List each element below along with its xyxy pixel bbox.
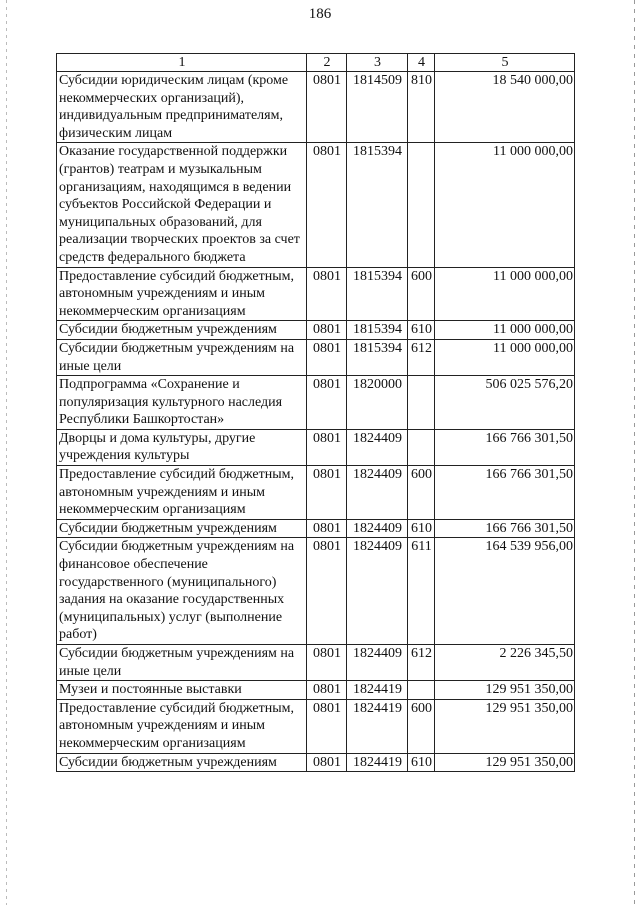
row-section: 0801: [307, 519, 347, 538]
row-name: Предоставление субсидий бюджетным, автономным учреждениям и иным некоммерческим организациям: [57, 466, 307, 520]
row-type: 600: [408, 466, 435, 520]
table-row: [57, 466, 575, 520]
row-name: Оказание государственной поддержки (грантов) театрам и музыкальным организациям, находящимся в ведении субъектов Российской Федерации и муниципальных образований, для реализации творческих проектов за счет средств федерального бюджета: [57, 143, 307, 267]
row-article: 1824419: [347, 753, 408, 772]
row-name: Субсидии бюджетным учреждениям на финансовое обеспечение государственного (муниципального) задания на оказание государственных (муниципальных) услуг (выполнение работ): [57, 538, 307, 645]
row-name: Субсидии бюджетным учреждениям: [57, 321, 307, 340]
row-section: 0801: [307, 72, 347, 143]
row-amount: 129 951 350,00: [435, 699, 575, 753]
row-amount: 11 000 000,00: [435, 143, 575, 267]
table-row: [57, 681, 575, 700]
row-type: [408, 429, 435, 465]
row-article: 1824409: [347, 645, 408, 681]
row-article: 1824409: [347, 429, 408, 465]
header-col-1: 1: [57, 54, 307, 72]
row-type: 612: [408, 645, 435, 681]
row-type: 611: [408, 538, 435, 645]
row-amount: 166 766 301,50: [435, 519, 575, 538]
scan-edge-left: [6, 0, 7, 905]
row-amount: 2 226 345,50: [435, 645, 575, 681]
scan-edge-right: [634, 0, 635, 905]
row-section: 0801: [307, 429, 347, 465]
row-article: 1820000: [347, 376, 408, 430]
table-row: [57, 429, 575, 465]
row-name: Субсидии бюджетным учреждениям: [57, 519, 307, 538]
row-section: 0801: [307, 143, 347, 267]
row-section: 0801: [307, 538, 347, 645]
row-amount: 164 539 956,00: [435, 538, 575, 645]
row-section: 0801: [307, 645, 347, 681]
row-name: Предоставление субсидий бюджетным, автономным учреждениям и иным некоммерческим организациям: [57, 267, 307, 321]
table-row: [57, 645, 575, 681]
row-type: 600: [408, 267, 435, 321]
row-name: Подпрограмма «Сохранение и популяризация культурного наследия Республики Башкортостан»: [57, 376, 307, 430]
row-article: 1815394: [347, 143, 408, 267]
header-col-5: 5: [435, 54, 575, 72]
row-section: 0801: [307, 681, 347, 700]
row-type: 612: [408, 339, 435, 375]
row-amount: 18 540 000,00: [435, 72, 575, 143]
row-type: [408, 681, 435, 700]
row-article: 1815394: [347, 321, 408, 340]
budget-table: [56, 53, 575, 772]
table-row: [57, 519, 575, 538]
row-section: 0801: [307, 321, 347, 340]
row-type: 610: [408, 321, 435, 340]
header-row: [57, 54, 575, 72]
row-type: [408, 376, 435, 430]
table-row: [57, 267, 575, 321]
row-section: 0801: [307, 267, 347, 321]
row-section: 0801: [307, 753, 347, 772]
row-name: Субсидии бюджетным учреждениям на иные цели: [57, 339, 307, 375]
row-section: 0801: [307, 466, 347, 520]
table-row: [57, 538, 575, 645]
row-name: Субсидии юридическим лицам (кроме некоммерческих организаций), индивидуальным предпринимателям, физическим лицам: [57, 72, 307, 143]
row-amount: 129 951 350,00: [435, 753, 575, 772]
row-amount: 11 000 000,00: [435, 321, 575, 340]
table-row: [57, 699, 575, 753]
table-row: [57, 339, 575, 375]
row-type: 810: [408, 72, 435, 143]
row-name: Дворцы и дома культуры, другие учреждения культуры: [57, 429, 307, 465]
table-row: [57, 753, 575, 772]
row-section: 0801: [307, 376, 347, 430]
row-article: 1824409: [347, 519, 408, 538]
row-type: 610: [408, 519, 435, 538]
row-type: [408, 143, 435, 267]
page-number: 186: [308, 6, 332, 22]
table-row: [57, 376, 575, 430]
row-name: Субсидии бюджетным учреждениям: [57, 753, 307, 772]
row-article: 1814509: [347, 72, 408, 143]
row-amount: 129 951 350,00: [435, 681, 575, 700]
header-col-3: 3: [347, 54, 408, 72]
row-section: 0801: [307, 339, 347, 375]
row-amount: 166 766 301,50: [435, 466, 575, 520]
header-col-4: 4: [408, 54, 435, 72]
table-row: [57, 321, 575, 340]
row-type: 600: [408, 699, 435, 753]
row-article: 1824419: [347, 699, 408, 753]
row-article: 1815394: [347, 267, 408, 321]
table-body: [57, 72, 575, 772]
row-article: 1824409: [347, 538, 408, 645]
row-name: Музеи и постоянные выставки: [57, 681, 307, 700]
row-amount: 506 025 576,20: [435, 376, 575, 430]
row-type: 610: [408, 753, 435, 772]
row-amount: 11 000 000,00: [435, 339, 575, 375]
row-article: 1824419: [347, 681, 408, 700]
row-section: 0801: [307, 699, 347, 753]
table-row: [57, 72, 575, 143]
header-col-2: 2: [307, 54, 347, 72]
row-amount: 11 000 000,00: [435, 267, 575, 321]
row-name: Субсидии бюджетным учреждениям на иные цели: [57, 645, 307, 681]
row-article: 1824409: [347, 466, 408, 520]
row-amount: 166 766 301,50: [435, 429, 575, 465]
row-article: 1815394: [347, 339, 408, 375]
row-name: Предоставление субсидий бюджетным, автономным учреждениям и иным некоммерческим организациям: [57, 699, 307, 753]
table-row: [57, 143, 575, 267]
